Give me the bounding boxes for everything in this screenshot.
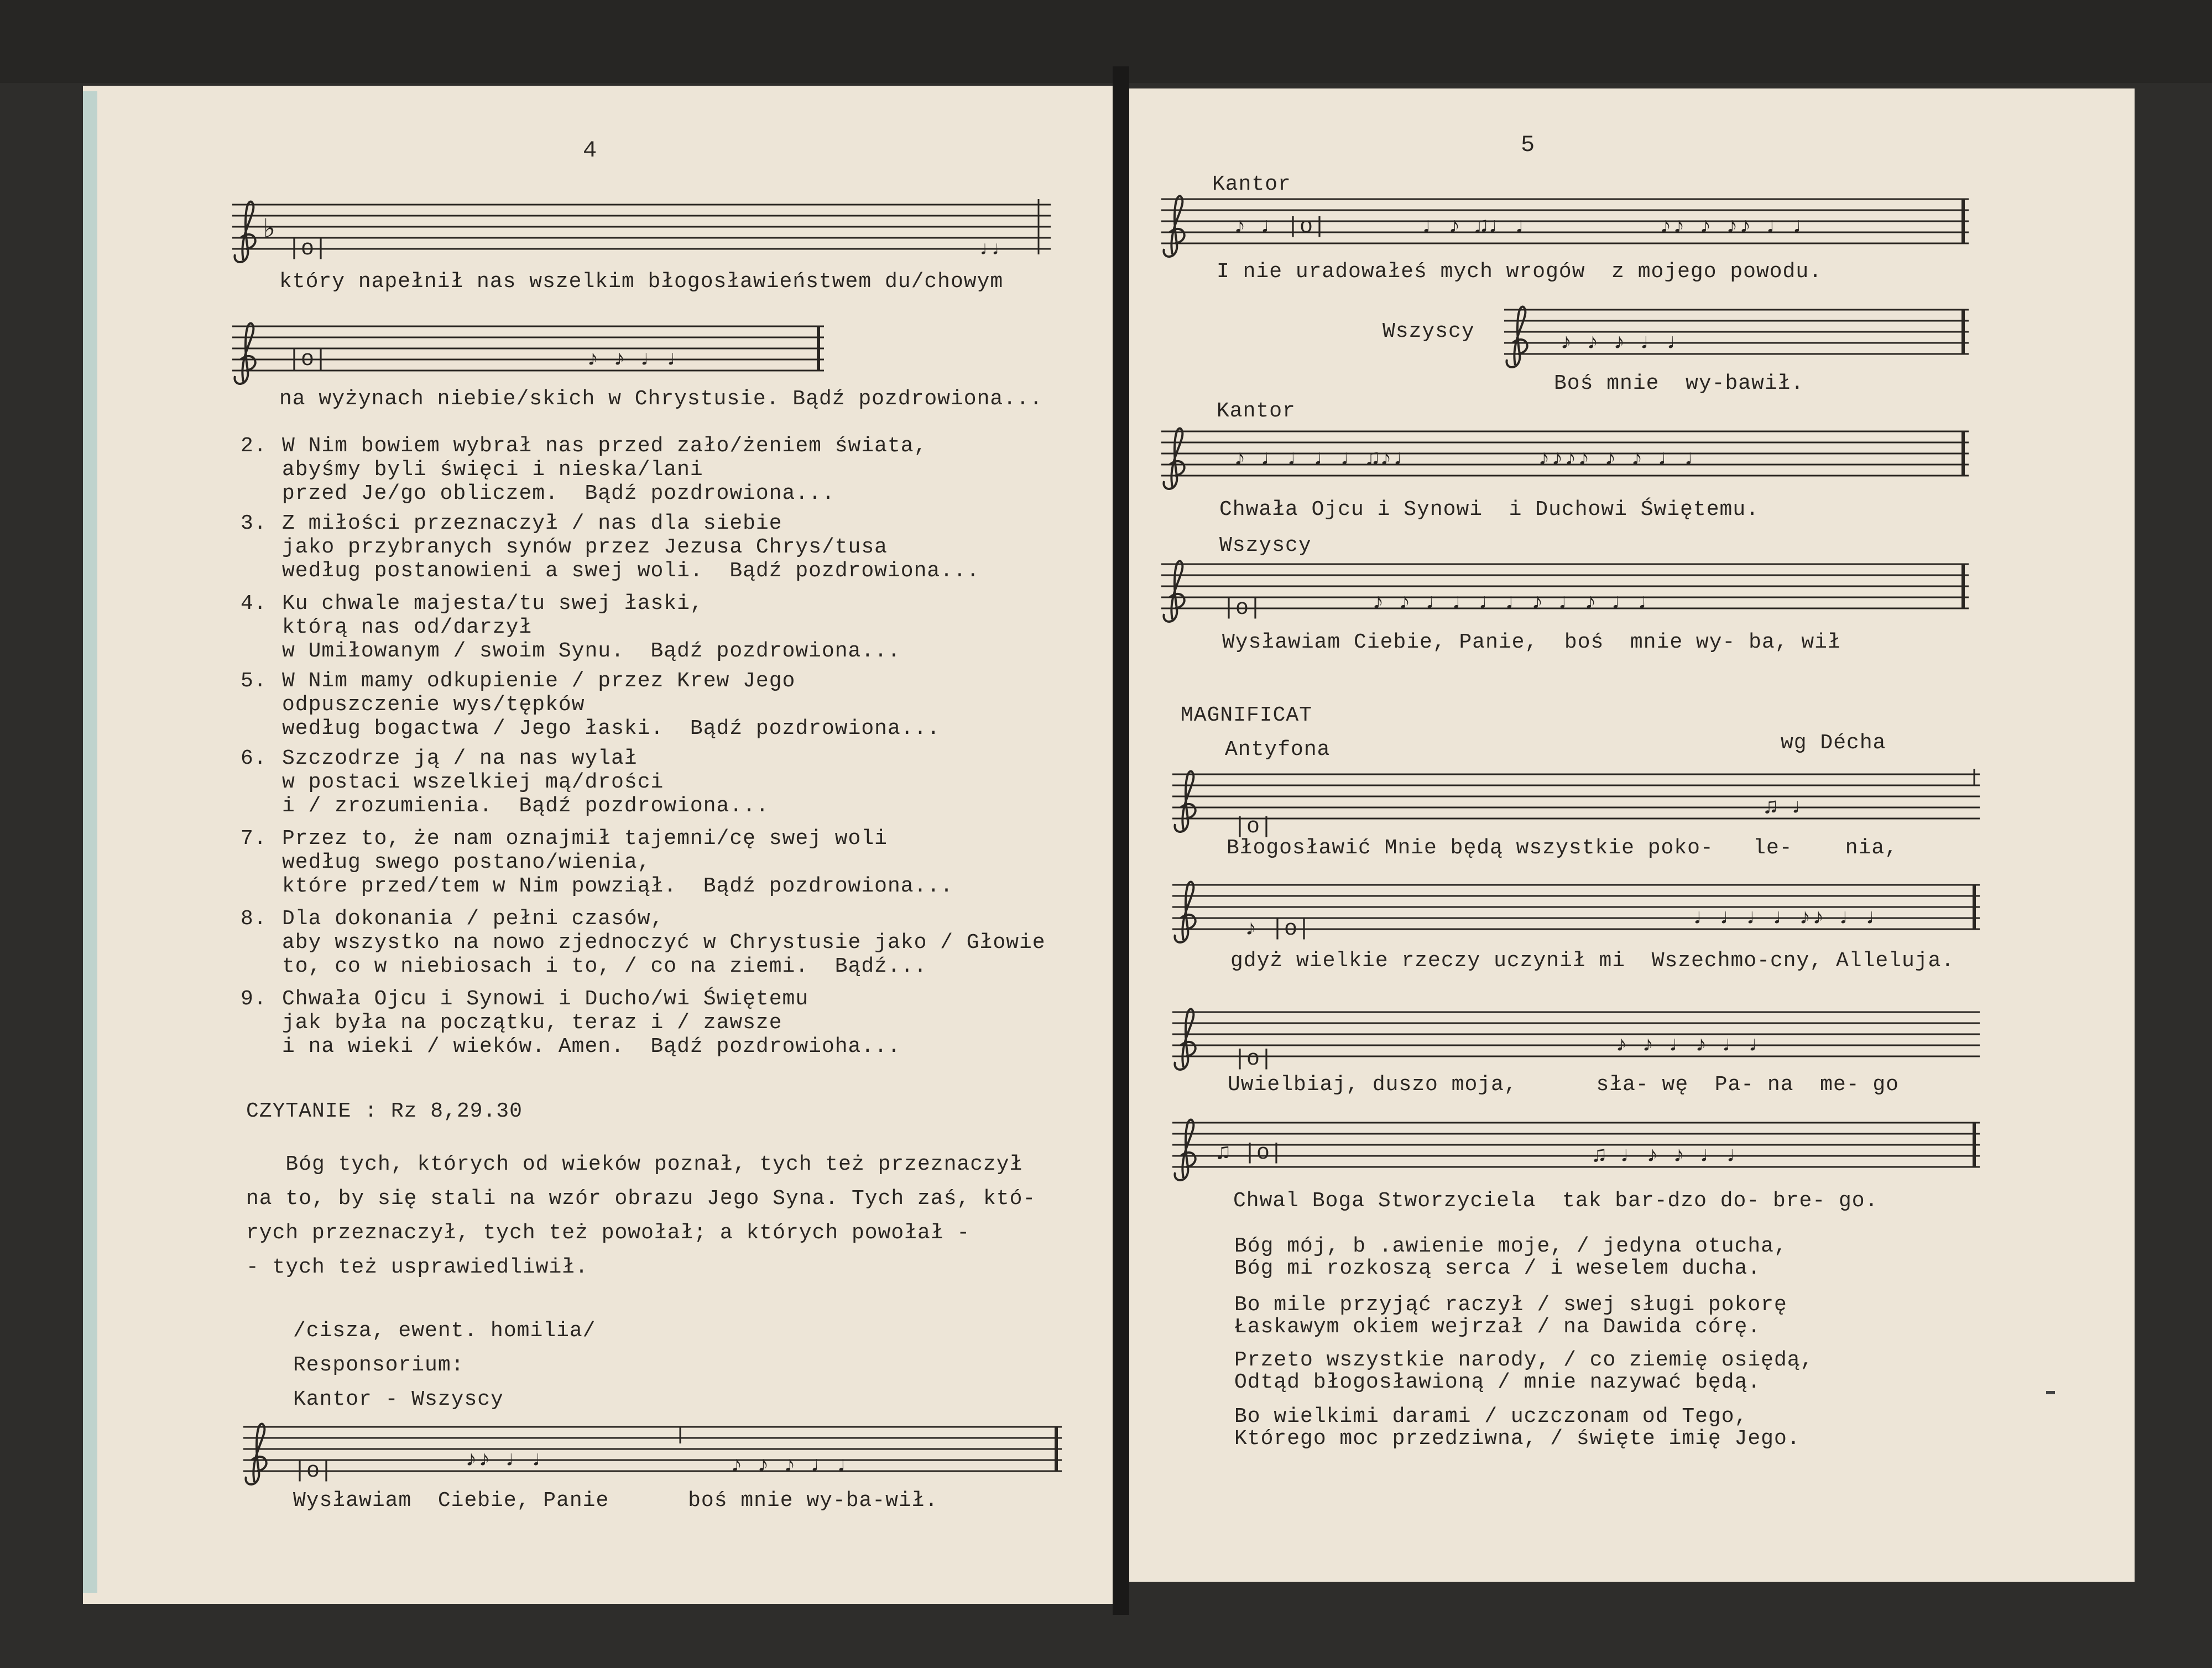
rubric: /cisza, ewent. homilia/ (293, 1319, 596, 1343)
stanza-line: Bo wielkimi darami / uczczonam od Tego, (1234, 1405, 1748, 1429)
verse-line: odpuszczenie wys/tępków (282, 693, 585, 717)
rubric: wg Décha (1781, 731, 1886, 755)
svg-text:♪♪ ♪ ♪♪ ♩ ♩: ♪♪ ♪ ♪♪ ♩ ♩ (1659, 215, 1806, 239)
reading-line: Bóg tych, których od wieków poznał, tych też przeznaczył (246, 1153, 1023, 1176)
verse-line: i na wieki / wieków. Amen. Bądź pozdrowioha... (282, 1035, 901, 1059)
rubric: Antyfona (1225, 738, 1331, 762)
verse-line: to, co w niebiosach i to, / co na ziemi. Bądź... (282, 955, 927, 978)
verse-line: w Umiłowanym / swoim Synu. Bądź pozdrowiona... (282, 639, 901, 663)
svg-text:♫ ♩ ♪ ♪ ♩ ♩: ♫ ♩ ♪ ♪ ♩ ♩ (1593, 1144, 1739, 1169)
svg-text:♩ ♩ ♩ ♩ ♪♪ ♩ ♩: ♩ ♩ ♩ ♩ ♪♪ ♩ ♩ (1692, 906, 1879, 931)
svg-text:♫ |o|: ♫ |o| (1217, 1141, 1284, 1166)
verse-line: W Nim bowiem wybrał nas przed zało/żeniem świata, (282, 434, 927, 458)
stanza-line: Odtąd błogosławioną / mnie nazywać będą. (1234, 1370, 1761, 1394)
book-gutter (1113, 66, 1129, 1615)
stanza-line: Przeto wszystkie narody, / co ziemię osiędą, (1234, 1348, 1814, 1372)
svg-text:♪ ♪ ♩ ♩: ♪ ♪ ♩ ♩ (586, 347, 680, 372)
page-number-left: 4 (583, 137, 598, 164)
lyric-line: Chwal Boga Stworzyciela tak bar-dzo do- bre- go. (1233, 1189, 1879, 1213)
lyric-line: który napełnił nas wszelkim błogosławieństwem du/chowym (279, 270, 1004, 294)
verse-line: Ku chwale majesta/tu swej łaski, (282, 592, 703, 616)
music-staff (1161, 1112, 1991, 1195)
svg-text:♪♪♪♪ ♪ ♪ ♩ ♩: ♪♪♪♪ ♪ ♪ ♩ ♩ (1537, 447, 1697, 472)
verse-line: przed Je/go obliczem. Bądź pozdrowiona... (282, 482, 835, 505)
verse-number: 3. (241, 512, 267, 535)
svg-text:♩♩: ♩♩ (979, 238, 1003, 260)
lyric-line: Wysławiam Ciebie, Panie, boś mnie wy- ba, wił (1222, 630, 1841, 654)
verse-number: 9. (241, 987, 267, 1011)
stanza-line: Bóg mój, b .awienie moje, / jedyna otucha, (1234, 1234, 1787, 1258)
svg-text:|o|: |o| (288, 237, 328, 262)
svg-text:|o|: |o| (288, 347, 328, 372)
verse-line: Szczodrze ją / na nas wylał (282, 747, 638, 770)
verse-line: aby wszystko na nowo zjednoczyć w Chrystusie jako / Głowie (282, 931, 1046, 955)
svg-text:|o|: |o| (1233, 1047, 1274, 1072)
verse-line: Z miłości przeznaczył / nas dla siebie (282, 512, 782, 535)
page-number-right: 5 (1521, 132, 1536, 158)
lyric-line: I nie uradowałeś mych wrogów z mojego powodu. (1217, 260, 1822, 284)
lyric-line: Wysławiam Ciebie, Panie boś mnie wy-ba-wił. (293, 1489, 938, 1513)
svg-text:♪ ♪ ♩ ♪ ♩ ♩: ♪ ♪ ♩ ♪ ♩ ♩ (1615, 1033, 1761, 1058)
lyric-line: Błogosławić Mnie będą wszystkie poko- le- nia, (1227, 836, 1898, 860)
verse-number: 8. (241, 907, 267, 931)
svg-text:♭: ♭ (261, 215, 278, 247)
section-heading: MAGNIFICAT (1181, 703, 1313, 727)
rubric: Kantor - Wszyscy (293, 1388, 504, 1411)
verse-line: według bogactwa / Jego łaski. Bądź pozdrowiona... (282, 717, 941, 741)
svg-text:♪ ♪ ♪ ♩ ♩: ♪ ♪ ♪ ♩ ♩ (730, 1453, 850, 1478)
svg-text:|o|: |o| (293, 1459, 333, 1484)
svg-text:♫ ♩: ♫ ♩ (1764, 795, 1804, 820)
stanza-line: Którego moc przedziwna, / święte imię Jego. (1234, 1427, 1801, 1451)
book-edge (83, 91, 97, 1593)
verse-number: 2. (241, 434, 267, 458)
rubric: Wszyscy (1383, 320, 1475, 343)
verse-line: które przed/tem w Nim powziął. Bądź pozdrowiona... (282, 874, 953, 898)
svg-text:♪♪ ♩ ♩: ♪♪ ♩ ♩ (465, 1448, 545, 1473)
music-staff (1161, 763, 1991, 846)
music-staff (1161, 1001, 1991, 1084)
verse-line: którą nas od/darzył (282, 616, 533, 639)
verse-line: jako przybranych synów przez Jezusa Chrys/tusa (282, 535, 888, 559)
svg-text:♪ ♪ ♩ ♩ ♩ ♩ ♪ ♩ ♪ ♩ ♩: ♪ ♪ ♩ ♩ ♩ ♩ ♪ ♩ ♪ ♩ ♩ (1371, 591, 1651, 616)
reading-heading: CZYTANIE : Rz 8,29.30 (246, 1099, 523, 1123)
ink-mark (2046, 1391, 2055, 1394)
rubric: Responsorium: (293, 1353, 465, 1377)
music-staff (221, 321, 835, 393)
svg-text:♪ ♪ ♪ ♩ ♩: ♪ ♪ ♪ ♩ ♩ (1559, 331, 1679, 356)
verse-number: 6. (241, 747, 267, 770)
verse-line: Dla dokonania / pełni czasów, (282, 907, 664, 931)
lyric-line: na wyżynach niebie/skich w Chrystusie. Bądź pozdrowiona... (279, 387, 1043, 411)
background (0, 0, 2212, 83)
verse-line: abyśmy byli święci i nieska/lani (282, 458, 703, 482)
verse-line: i / zrozumienia. Bądź pozdrowiona... (282, 794, 769, 818)
reading-line: rych przeznaczył, tych też powołał; a których powołał - (246, 1221, 971, 1245)
rubric: Wszyscy (1219, 534, 1312, 557)
svg-text:|o|: |o| (1222, 596, 1262, 621)
verse-line: Przez to, że nam oznajmił tajemni/cę swej woli (282, 827, 888, 851)
music-staff (232, 1421, 1067, 1493)
lyric-line: Uwielbiaj, duszo moja, sła- wę Pa- na me- go (1228, 1073, 1899, 1097)
music-staff (1150, 420, 1980, 498)
rubric: Kantor (1212, 173, 1291, 196)
lyric-line: Chwała Ojcu i Synowi i Duchowi Świętemu. (1219, 498, 1759, 522)
verse-line: jak była na początku, teraz i / zawsze (282, 1011, 782, 1035)
music-staff (1150, 553, 1980, 630)
stanza-line: Łaskawym okiem wejrzał / na Dawida córę. (1234, 1315, 1761, 1339)
verse-line: według swego postano/wienia, (282, 851, 651, 874)
verse-line: w postaci wszelkiej mą/drości (282, 770, 664, 794)
verse-line: W Nim mamy odkupienie / przez Krew Jego (282, 669, 796, 693)
reading-line: na to, by się stali na wzór obrazu Jego Syna. Tych zaś, któ- (246, 1187, 1036, 1211)
svg-text:|o|: |o| (1233, 815, 1274, 840)
svg-text:♩ ♪ ♫♩ ♩: ♩ ♪ ♫♩ ♩ (1421, 215, 1528, 239)
verse-line: Chwała Ojcu i Synowi i Ducho/wi Świętemu (282, 987, 809, 1011)
svg-text:♪ |o|: ♪ |o| (1244, 917, 1311, 942)
verse-number: 7. (241, 827, 267, 851)
svg-text:♪ ♩ ♩ ♩ ♩ ♫♪♩: ♪ ♩ ♩ ♩ ♩ ♫♪♩ (1233, 447, 1406, 472)
music-staff (1493, 293, 1980, 376)
verse-number: 4. (241, 592, 267, 616)
music-staff (221, 199, 1062, 271)
rubric: Kantor (1217, 399, 1296, 423)
lyric-line: Boś mnie wy-bawił. (1554, 372, 1804, 395)
reading-line: - tych też usprawiedliwił. (246, 1255, 588, 1279)
music-staff (1161, 874, 1991, 957)
svg-text:♪ ♩ |o|: ♪ ♩ |o| (1233, 215, 1327, 239)
stanza-line: Bo mile przyjąć raczył / swej sługi pokorę (1234, 1293, 1787, 1317)
music-staff (1150, 188, 1980, 260)
lyric-line: gdyż wielkie rzeczy uczynił mi Wszechmo-cny, Alleluja. (1230, 949, 1955, 973)
stanza-line: Bóg mi rozkoszą serca / i weselem ducha. (1234, 1257, 1761, 1280)
verse-number: 5. (241, 669, 267, 693)
verse-line: według postanowieni a swej woli. Bądź pozdrowiona... (282, 559, 980, 583)
